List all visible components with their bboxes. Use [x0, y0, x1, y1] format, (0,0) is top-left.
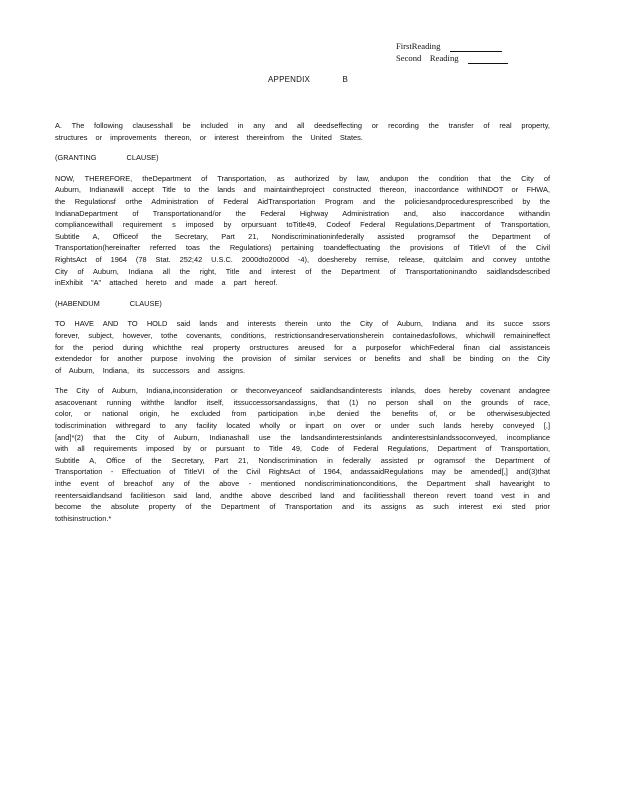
document-title: APPENDIX B [268, 75, 349, 84]
first-reading-blank [450, 43, 502, 52]
second-reading-blank [468, 55, 508, 64]
intro-paragraph: A. The following clausesshall be included in any and all deedseffecting or recording the transfer of real property, structures or improvements thereon, or interest thereinfrom the United States. [55, 121, 550, 142]
second-reading-row [396, 52, 508, 64]
document-body [55, 120, 550, 533]
habendum-clause-paragraph: TO HAVE AND TO HOLD said lands and interests therein unto the City of Auburn, Indiana and its succe ssors forever, subject, however, tothe covenants, conditions, restrictionsandreservationsherein containedasfollows, whichwill remainineffect for the period during whichthe real property orstructures areused for a purposefor whichFederal finan cial assistanceis extendedor for another purpose involving the provision of similar services or benefits and shall be binding on the City of Auburn, Indiana, its successors and assigns. [55, 319, 550, 375]
first-reading-row [396, 40, 508, 52]
granting-clause-paragraph: NOW, THEREFORE, theDepartment of Transportation, as authorized by law, andupon the condition that the City of Auburn, Indianawill accept Title to the lands and maintaintheproject constructed thereon, inaccordance withINDOT or FHWA, the Regulationsf orthe Administration of Federal AidTransportation Program and the policiesandproceduresprescribed by the IndianaDepartment of Transportationand/or the Federal Highway Administration and, also inaccordance withandin compliancewithall requirement s imposed by orpursuant toTitle49, Codeof Federal Regulations,Department of Transportation, Subtitle A, Officeof the Secretary, Part 21, Nondiscriminationinfederally assisted programsof the Department of Transportation(hereinafter referred toas the Regulations) pertaining toandeffectuating the provisions of TitleVI of the Civil RightsAct of 1964 (78 Stat. 252;42 U.S.C. 2000dto2000d -4), doeshereby remise, release, quitclaim and convey untothe City of Auburn, Indiana all the right, Title and interest of the Department of Transportationinandto saidlandsdescribed inExhibit "A" attached hereto and made a part hereof. [55, 173, 550, 288]
reading-block [396, 40, 508, 64]
habendum-clause-heading: (HABENDUM CLAUSE) [55, 298, 162, 308]
second-reading-label: Second Reading [396, 53, 459, 63]
first-reading-label: FirstReading [396, 41, 441, 51]
granting-clause-heading: (GRANTING CLAUSE) [55, 153, 159, 163]
covenant-paragraph: The City of Auburn, Indiana,inconsideration or theconveyanceof saidlandsandinterests inlands, does hereby covenant andagree asacovenant running withthe landfor itself, itssuccessorsandassigns, that (1) no person shall on the grounds of race, color, or national origin, he excluded from participation in,be denied the benefits of, or be otherwisesubjected todiscrimination withregard to any facility located wholly or inpart on over or under such lands hereby conveyed [,] [and]*(2) that the City of Auburn, Indianashall use the landsandinterestsinlands andinterestsinlandssoconveyed, incompliance with all requirements imposed by or pursuant to Title 49, Code of Federal Regulations, Department of Transportation, Subtitle A, Office of the Secretary, Part 21, Nondiscrimination in federally assisted pr ogramsof the Department of Transportation - Effectuation of TitleVI of the Civil RightsAct of 1964, andassaidRegulations may be amended[,] and(3)that inthe event of breachof any of the above - mentioned nondiscriminationconditions, the Department shall havearight to reentersaidlandsand facilitieson said land, andthe above described land and facilitiesshall thereon revert toand vest in and become the absolute property of the Department of Transportation and its assigns as such interest exi sted prior tothisinstruction.* [55, 386, 550, 523]
